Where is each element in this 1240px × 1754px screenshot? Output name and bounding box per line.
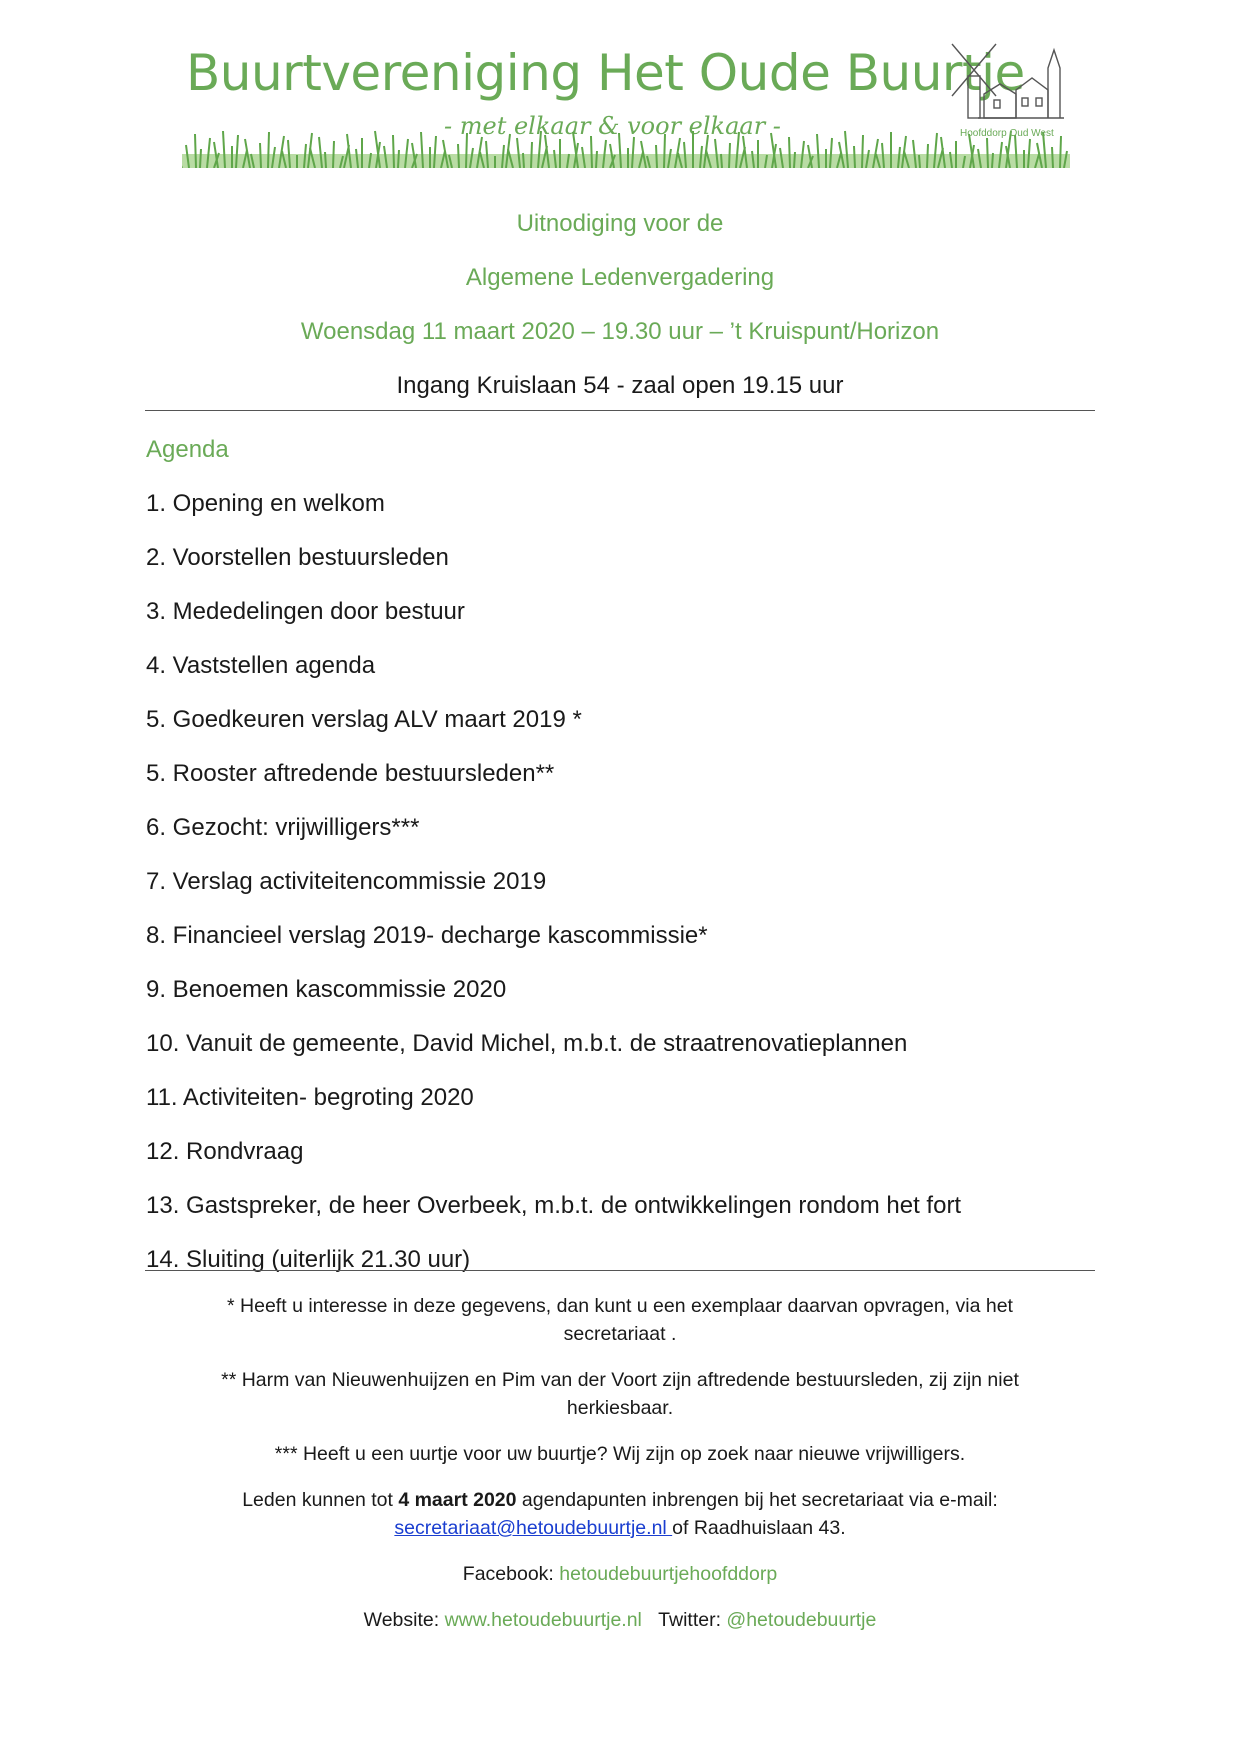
agenda-item: 2. Voorstellen bestuursleden bbox=[146, 544, 449, 571]
footnote-3: *** Heeft u een uurtje voor uw buurtje? Wij zijn op zoek naar nieuwe vrijwilligers. bbox=[274, 1443, 966, 1465]
members-deadline-line bbox=[145, 1486, 1095, 1514]
grass-blade bbox=[992, 153, 993, 168]
website-label: Website: bbox=[363, 1609, 445, 1631]
footnote-1-line-2: secretariaat . bbox=[563, 1323, 677, 1345]
agenda-item: 6. Gezocht: vrijwilligers*** bbox=[146, 814, 420, 841]
website-link[interactable]: www.hetoudebuurtje.nl bbox=[444, 1609, 642, 1631]
tagline: - met elkaar & voor elkaar - bbox=[444, 112, 781, 140]
agenda-item: 12. Rondvraag bbox=[146, 1138, 304, 1165]
agenda-item: 5. Goedkeuren verslag ALV maart 2019 * bbox=[146, 706, 582, 733]
grass-blade bbox=[789, 137, 790, 168]
grass-blade bbox=[325, 152, 326, 168]
agenda-item: 1. Opening en welkom bbox=[146, 490, 385, 517]
agenda-item: 11. Activiteiten- begroting 2020 bbox=[146, 1084, 474, 1111]
invite-line-2: Algemene Ledenvergadering bbox=[465, 264, 775, 291]
footnote-1 bbox=[145, 1292, 1095, 1348]
place-label: Hoofddorp Oud West bbox=[960, 128, 1054, 139]
windmill-village-icon bbox=[944, 38, 1070, 136]
deadline-date: 4 maart 2020 bbox=[398, 1489, 517, 1511]
grass-blade bbox=[531, 142, 532, 168]
grass-blade bbox=[466, 133, 467, 168]
grass-blade bbox=[393, 135, 394, 168]
association-name: Buurtvereniging Het Oude Buurtje bbox=[186, 44, 1025, 102]
members-text-2: agendapunten inbrengen bij het secretariaat via e-mail: bbox=[516, 1489, 998, 1511]
facebook-handle[interactable]: hetoudebuurtjehoofddorp bbox=[559, 1563, 778, 1585]
members-text-1: Leden kunnen tot bbox=[242, 1489, 399, 1511]
divider-bottom bbox=[145, 1270, 1095, 1271]
grass-strip-illustration bbox=[182, 126, 1070, 168]
grass-blade bbox=[721, 154, 722, 168]
footnote-2 bbox=[145, 1366, 1095, 1422]
invite-line-1: Uitnodiging voor de bbox=[516, 210, 724, 237]
twitter-label: Twitter: bbox=[658, 1609, 727, 1631]
footnote-2-line-1: ** Harm van Nieuwenhuijzen en Pim van der Voort zijn aftredende bestuursleden, zij zijn niet bbox=[221, 1369, 1019, 1391]
agenda-item: 9. Benoemen kascommissie 2020 bbox=[146, 976, 507, 1003]
footnotes bbox=[145, 1292, 1095, 1652]
email-line bbox=[145, 1514, 1095, 1542]
grass-blade bbox=[200, 149, 201, 168]
grass-blade bbox=[794, 152, 795, 168]
twitter-handle[interactable]: @hetoudebuurtje bbox=[726, 1609, 877, 1631]
grass-blade bbox=[862, 135, 863, 168]
grass-blade bbox=[195, 134, 196, 168]
facebook-line bbox=[145, 1560, 1095, 1588]
grass-blade bbox=[458, 144, 459, 168]
grass-blade bbox=[523, 153, 524, 168]
grass-blade bbox=[591, 136, 592, 168]
agenda-item: 3. Mededelingen door bestuur bbox=[146, 598, 465, 625]
grass-blade bbox=[1060, 136, 1061, 168]
address-text: of Raadhuislaan 43. bbox=[672, 1517, 846, 1539]
grass-blade bbox=[854, 146, 855, 168]
grass-blade bbox=[398, 150, 399, 168]
facebook-label: Facebook: bbox=[462, 1563, 560, 1585]
divider-top bbox=[145, 410, 1095, 411]
grass-blade bbox=[664, 134, 665, 168]
entrance-info: Ingang Kruislaan 54 - zaal open 19.15 uur bbox=[396, 372, 844, 399]
grass-blade bbox=[1052, 147, 1053, 168]
secretariaat-email-link[interactable]: secretariaat@hetoudebuurtje.nl bbox=[394, 1517, 673, 1539]
members-deadline-note bbox=[145, 1486, 1095, 1542]
grass-blade bbox=[260, 143, 261, 168]
agenda-item: 8. Financieel verslag 2019- decharge kascommissie* bbox=[146, 922, 708, 949]
agenda-item: 13. Gastspreker, de heer Overbeek, m.b.t. de ontwikkelingen rondom het fort bbox=[146, 1192, 962, 1219]
agenda-item: 10. Vanuit de gemeente, David Michel, m.b.t. de straatrenovatieplannen bbox=[146, 1030, 908, 1057]
grass-blade bbox=[927, 144, 928, 168]
meeting-date-location: Woensdag 11 maart 2020 – 19.30 uur – ’t Kruispunt/Horizon bbox=[300, 318, 940, 345]
footnote-1-line-1: * Heeft u interesse in deze gegevens, dan kunt u een exemplaar daarvan opvragen, via het bbox=[227, 1295, 1013, 1317]
grass-blade bbox=[268, 132, 269, 168]
grass-blade bbox=[987, 138, 988, 168]
grass-blade bbox=[919, 155, 920, 168]
agenda-heading: Agenda bbox=[146, 436, 229, 463]
grass-blade bbox=[729, 143, 730, 168]
header-banner bbox=[182, 38, 1070, 168]
agenda-item: 4. Vaststellen agenda bbox=[146, 652, 376, 679]
grass-blade bbox=[656, 145, 657, 168]
grass-blade bbox=[596, 151, 597, 168]
agenda-item: 7. Verslag activiteitencommissie 2019 bbox=[146, 868, 547, 895]
footnote-2-line-2: herkiesbaar. bbox=[566, 1397, 674, 1419]
grass-blade bbox=[333, 141, 334, 168]
web-twitter-line bbox=[145, 1606, 1095, 1634]
agenda-item: 14. Sluiting (uiterlijk 21.30 uur) bbox=[146, 1246, 471, 1273]
agenda-item: 5. Rooster aftredende bestuursleden** bbox=[146, 760, 555, 787]
agenda-list bbox=[146, 490, 961, 1300]
